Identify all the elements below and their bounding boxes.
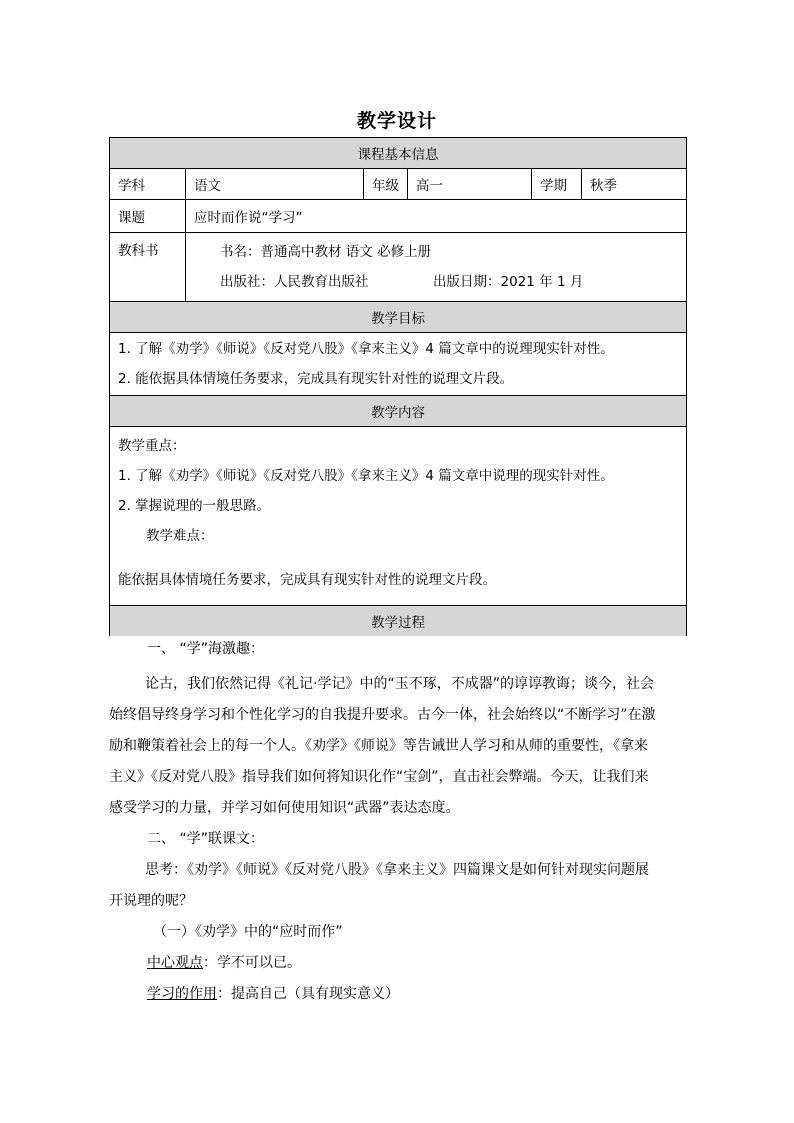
publisher-line — [194, 267, 686, 297]
textbook-info — [186, 233, 687, 302]
difficulty-label: 教学难点： — [146, 528, 214, 544]
key-point-item: 2. 掌握说理的一般思路。 — [118, 498, 271, 514]
section-heading-1: 一、 “学”海激趣： — [147, 641, 264, 657]
central-point-text: ：学不可以已。 — [203, 955, 301, 971]
grade-value: 高一 — [408, 169, 532, 200]
content-header: 教学内容 — [110, 396, 687, 427]
subject-label: 学科 — [110, 169, 186, 200]
objective-item: 1. 了解《劝学》《师说》《反对党八股》《拿来主义》4 篇文章中的说理现实针对性。 — [118, 341, 614, 357]
course-info-header: 课程基本信息 — [110, 138, 687, 169]
key-points-label: 教学重点： — [118, 438, 186, 454]
term-label: 学期 — [532, 169, 582, 200]
subject-value: 语文 — [186, 169, 364, 200]
book-name: 书名：普通高中教材 语文 必修上册 — [220, 244, 432, 260]
objective-item: 2. 能依据具体情境任务要求，完成具有现实针对性的说理文片段。 — [118, 371, 514, 387]
learning-effect-text: ：提高自己（具有现实意义） — [217, 986, 399, 1002]
difficulty-text: 能依据具体情境任务要求，完成具有现实针对性的说理文片段。 — [118, 572, 496, 588]
central-point-line — [109, 948, 686, 979]
section-heading-2: 二、 “学”联课文： — [147, 831, 264, 847]
learning-effect-label: 学习的作用 — [147, 986, 217, 1002]
term-value: 秋季 — [582, 169, 687, 200]
paragraph-line: 感受学习的力量，并学习如何使用知识“武器”表达态度。 — [109, 800, 460, 816]
learning-effect-line — [109, 979, 686, 1010]
topic-label: 课题 — [110, 200, 186, 233]
key-point-item: 1. 了解《劝学》《师说》《反对党八股》《拿来主义》4 篇文章中说理的现实针对性。 — [118, 468, 614, 484]
objectives-body — [110, 333, 687, 396]
process-body — [109, 634, 686, 1010]
central-point-label: 中心观点 — [147, 955, 203, 971]
paragraph-line: 开说理的呢？ — [109, 893, 193, 909]
textbook-label: 教科书 — [110, 233, 186, 302]
paragraph-line: 思考：《劝学》《师说》《反对党八股》《拿来主义》四篇课文是如何针对现实问题展 — [145, 862, 649, 878]
publish-date: 出版日期：2021 年 1 月 — [433, 274, 584, 290]
subsection-heading: （一）《劝学》中的“应时而作” — [153, 924, 343, 940]
paragraph-line: 论古，我们依然记得《礼记·学记》中的“玉不琢，不成器”的谆谆教诲；谈今，社会 — [145, 676, 654, 692]
document-title: 教学设计 — [356, 110, 437, 132]
publisher: 出版社：人民教育出版社 — [220, 274, 369, 290]
paragraph-line: 始终倡导终身学习和个性化学习的自我提升要求。古今一体，社会始终以“不断学习”在激 — [109, 707, 656, 723]
objectives-header: 教学目标 — [110, 302, 687, 333]
process-header: 教学过程 — [110, 606, 687, 637]
paragraph-line: 主义》《反对党八股》指导我们如何将知识化作“宝剑”，直击社会弊端。今天，让我们来 — [109, 769, 649, 785]
content-body — [110, 427, 687, 606]
topic-value: 应时而作说“学习” — [186, 200, 687, 233]
grade-label: 年级 — [364, 169, 408, 200]
lesson-plan-table — [109, 137, 687, 636]
paragraph-line: 励和鞭策着社会上的每一个人。《劝学》《师说》等告诫世人学习和从师的重要性，《拿来 — [109, 738, 648, 754]
